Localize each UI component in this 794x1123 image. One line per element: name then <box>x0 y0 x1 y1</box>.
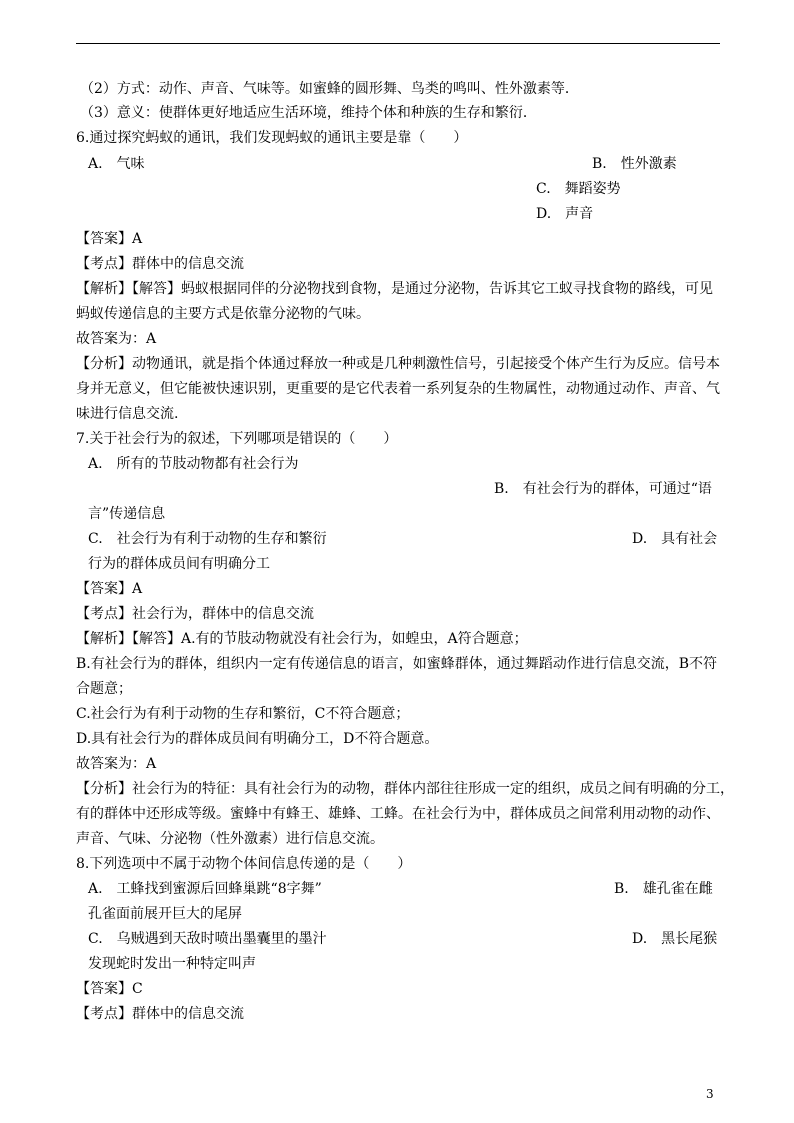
text-line: 【答案】A <box>76 231 143 247</box>
header-rule <box>76 43 720 44</box>
text-line: B. 雄孔雀在雌 <box>614 881 713 897</box>
text-line: 【考点】群体中的信息交流 <box>76 1006 244 1022</box>
text-line: 7.关于社会行为的叙述，下列哪项是错误的（ ） <box>76 431 398 447</box>
text-line: 有的群体中还形成等级。蜜蜂中有蜂王、雄蜂、工蜂。在社会行为中，群体成员之间常利用动物的动作、 <box>76 806 720 822</box>
text-line: 味进行信息交流. <box>76 406 179 422</box>
text-line: 行为的群体成员间有明确分工 <box>88 556 270 572</box>
text-line: 合题意； <box>76 681 132 697</box>
text-line: C. 舞蹈姿势 <box>536 181 621 197</box>
text-line: C. 社会行为有利于动物的生存和繁衍 <box>88 531 327 547</box>
text-line: 故答案为：A <box>76 331 157 347</box>
text-line: 6.通过探究蚂蚁的通讯，我们发现蚂蚁的通讯主要是靠（ ） <box>76 130 468 146</box>
text-line: 【答案】A <box>76 581 143 597</box>
text-line: （2）方式：动作、声音、气味等。如蜜蜂的圆形舞、鸟类的鸣叫、性外激素等． <box>80 81 579 97</box>
text-line: A. 气味 <box>88 156 145 172</box>
text-line: 【分析】社会行为的特征：具有社会行为的动物，群体内部往往形成一定的组织，成员之间有明确的分工， <box>76 781 734 797</box>
text-line: 故答案为：A <box>76 756 157 772</box>
text-line: 言”传递信息 <box>88 506 166 522</box>
page-number: 3 <box>706 1087 714 1101</box>
text-line: C.社会行为有利于动物的生存和繁衍，C不符合题意； <box>76 706 410 722</box>
text-line: 【解析】【解答】A.有的节肢动物就没有社会行为，如蝗虫，A符合题意； <box>76 631 528 647</box>
text-line: 【考点】社会行为，群体中的信息交流 <box>76 606 314 622</box>
text-line: 蚂蚁传递信息的主要方式是依靠分泌物的气味。 <box>76 306 370 322</box>
text-line: 【答案】C <box>76 981 143 997</box>
text-line: 声音、气味、分泌物（性外激素）进行信息交流。 <box>76 831 384 847</box>
text-line: 【考点】群体中的信息交流 <box>76 256 244 272</box>
text-line: D. 声音 <box>536 206 594 222</box>
text-line: 发现蛇时发出一种特定叫声 <box>88 956 256 972</box>
text-line: B.有社会行为的群体，组织内一定有传递信息的语言，如蜜蜂群体，通过舞蹈动作进行信息交流，B不符 <box>76 656 718 672</box>
text-line: 身并无意义，但它能被快速识别，更重要的是它代表着一系列复杂的生物属性，动物通过动作、声音、气 <box>76 381 720 397</box>
text-line: 8.下列选项中不属于动物个体间信息传递的是（ ） <box>76 856 412 872</box>
text-line: 【分析】动物通讯，就是指个体通过释放一种或是几种刺激性信号，引起接受个体产生行为反应。信号本 <box>76 356 720 372</box>
text-line: D.具有社会行为的群体成员间有明确分工，D不符合题意。 <box>76 731 439 747</box>
text-line: C. 乌贼遇到天敌时喷出墨囊里的墨汁 <box>88 931 327 947</box>
text-line: A. 所有的节肢动物都有社会行为 <box>88 456 299 472</box>
text-line: D. 具有社会 <box>632 531 718 547</box>
text-line: B. 性外激素 <box>592 156 677 172</box>
text-line: B. 有社会行为的群体，可通过“语 <box>494 481 712 497</box>
text-line: （3）意义：使群体更好地适应生活环境，维持个体和种族的生存和繁衍． <box>80 105 537 121</box>
text-line: 【解析】【解答】蚂蚁根据同伴的分泌物找到食物，是通过分泌物，告诉其它工蚁寻找食物的路线，可见 <box>76 281 713 297</box>
text-line: 孔雀面前展开巨大的尾屏 <box>88 906 242 922</box>
text-line: A. 工蜂找到蜜源后回蜂巢跳“8字舞” <box>88 881 322 897</box>
text-line: D. 黑长尾猴 <box>632 931 718 947</box>
